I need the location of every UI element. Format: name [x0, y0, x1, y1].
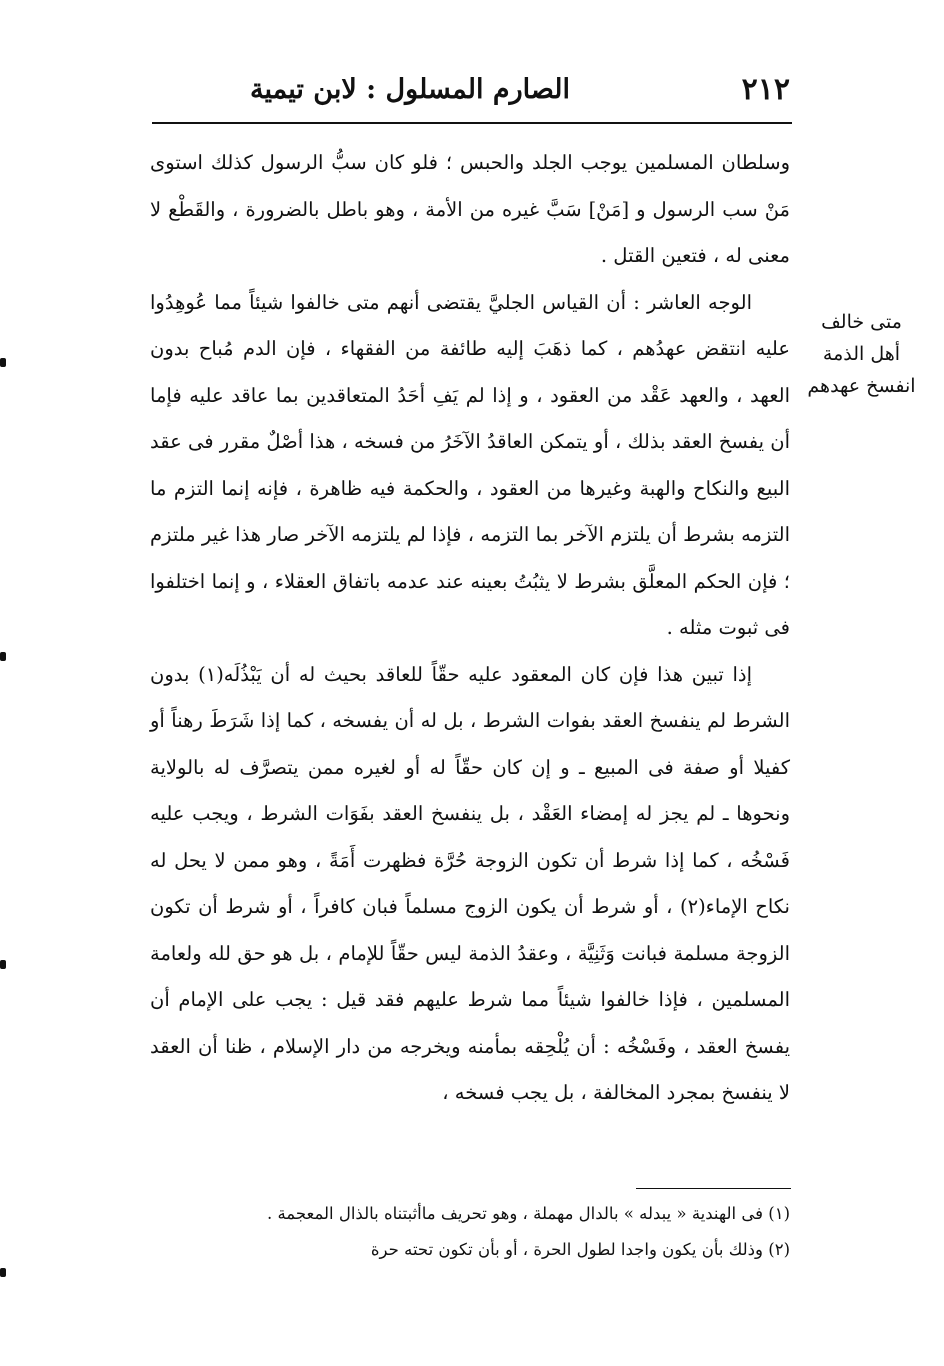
margin-note-line: متى خالف [821, 311, 902, 333]
page-header [150, 66, 790, 118]
footnote-1: (١) فى الهندية « يبدله » بالدال مهملة ، وهو تحريف ماأثبتناه بالذال المعجمة . [266, 1204, 790, 1223]
footnotes [150, 1196, 790, 1268]
paragraph-2: الوجه العاشر : أن القياس الجليَّ يقتضى أنهم متى خالفوا شيئاً مما عُوهِدُوا عليه انتقض عهدُهم ، كما ذهَبَ إليه طائفة من الفقهاء ، فإن الدم مُباح بدون العهد ، والعهد عَقْد من العقود ، و إذا لم يَفِ أحَدُ المتعاقدين بما عاقد عليه فإما أن يفسخ العقد بذلك ، أو يتمكن العاقدُ الآخَرُ من فسخه ، هذا أصْلٌ مقرر فى عقد البيع والنكاح والهبة وغيرها من العقود ، والحكمة فيه ظاهرة ، فإنه إنما التزم ما التزمه بشرط أن يلتزم الآخر بما التزمه ، فإذا لم يلتزمه الآخر صار هذا غير ملتزم ؛ فإن الحكم المعلَّق بشرط لا يثبُتُ بعينه عند عدمه باتفاق العقلاء ، و إنما اختلفوا فى ثبوت مثله . [150, 290, 790, 639]
footnote-2: (٢) وذلك بأن يكون واجدا لطول الحرة ، أو بأن تكون تحته حرة [370, 1240, 790, 1259]
footnote-rule [636, 1188, 791, 1189]
page-number: ٢١٢ [741, 72, 790, 107]
scan-mark [0, 1268, 6, 1277]
scan-mark [0, 652, 6, 661]
running-title: الصارم المسلول : لابن تيمية [250, 74, 570, 105]
paragraph-1: وسلطان المسلمين يوجب الجلد والحبس ؛ فلو كان سبُّ الرسول كذلك استوى مَنْ سب الرسول و [مَنْ] سَبَّ غيره من الأمة ، وهو باطل بالضرورة ، والقَطْع لا معنى له ، فتعين القتل . [150, 151, 790, 267]
margin-note-line: أهل الذمة [822, 343, 901, 365]
margin-note [799, 306, 924, 402]
scan-mark [0, 358, 6, 367]
main-text [150, 140, 790, 1117]
header-rule [152, 122, 792, 124]
margin-note-line: انفسخ عهدهم [807, 375, 916, 397]
scan-mark [0, 960, 6, 969]
paragraph-3: إذا تبين هذا فإن كان المعقود عليه حقّاً للعاقد بحيث له أن يَبْذُلَه(١) بدون الشرط لم ينفسخ العقد بفوات الشرط ، بل له أن يفسخه ، كما إذا شَرَطَ رهناً أو كفيلا أو صفة فى المبيع ـ و إن كان حقّاً له أو لغيره ممن يتصرَّف له بالولاية ونحوها ـ لم يجز له إمضاء العَقْد ، بل ينفسخ العقد بفَوَات الشرط ، ويجب عليه فَسْخُه ، كما إذا شرط أن تكون الزوجة حُرَّة فظهرت أَمَةً ، وهو ممن لا يحل له نكاح الإماء(٢) ، أو شرط أن يكون الزوج مسلماً فبان كافراً ، أو شرط أن تكون الزوجة مسلمة فبانت وَثَنِيَّة ، وعقدُ الذمة ليس حقّاً للإمام ، بل هو حق لله ولعامة المسلمين ، فإذا خالفوا شيئاً مما شرط عليهم فقد قيل : يجب على الإمام أن يفسخ العقد ، وفَسْخُه : أن يُلْحِقه بمأمنه ويخرجه من دار الإسلام ، ظنا أن العقد لا ينفسخ بمجرد المخالفة ، بل يجب فسخه ، [150, 662, 790, 1104]
